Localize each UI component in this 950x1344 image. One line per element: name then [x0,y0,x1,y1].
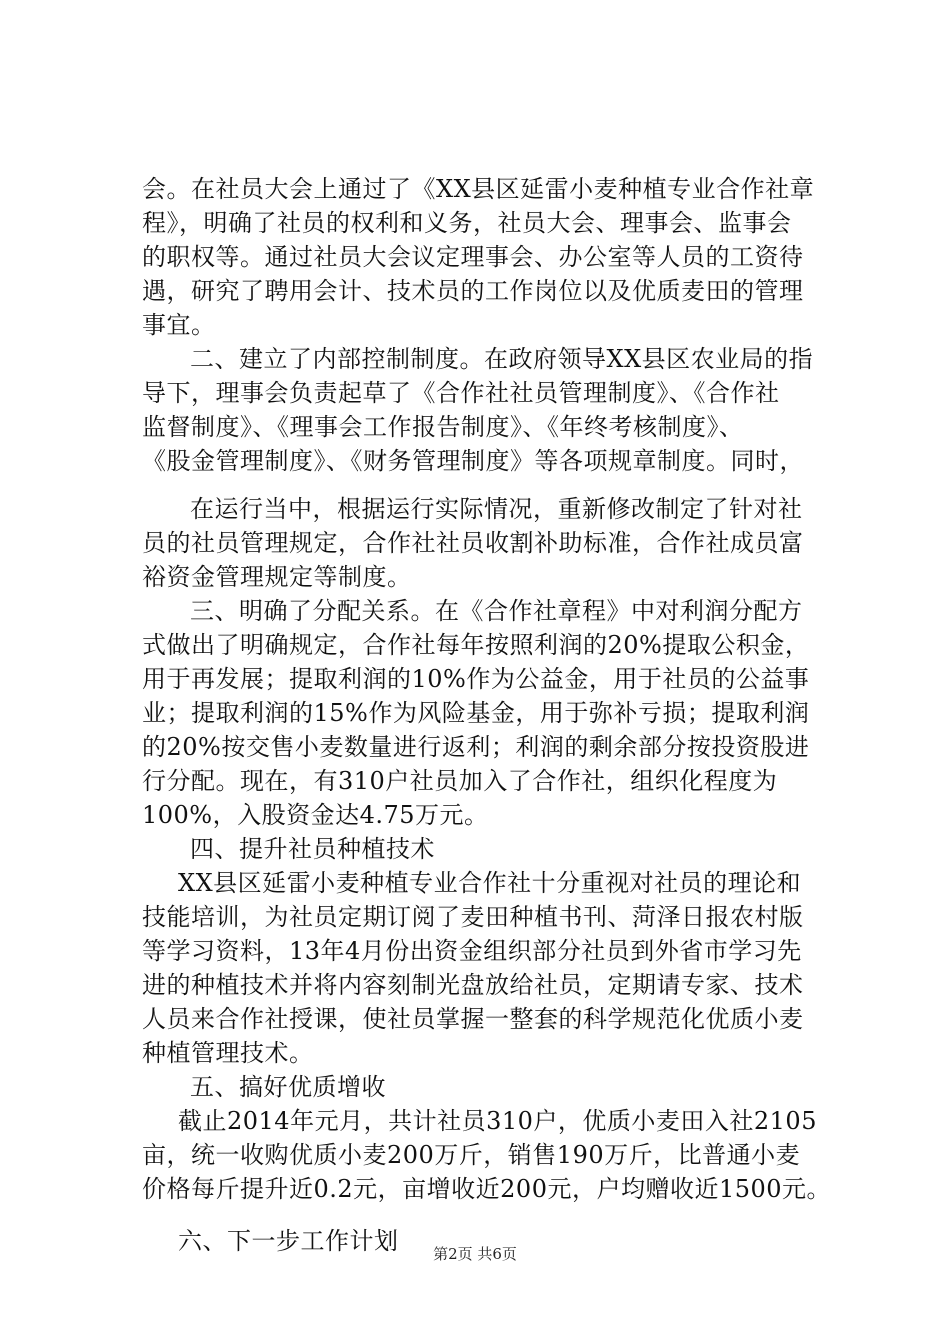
text-line: 行分配。现在，有310户社员加入了合作社，组织化程度为 [142,767,778,795]
text-line: 价格每斤提升近0.2元，亩增收近200元，户均赠收近1500元。 [142,1175,832,1203]
text-line: 截止2014年元月，共计社员310户，优质小麦田入社2105 [178,1107,817,1135]
text-line: 的职权等。通过社员大会议定理事会、办公室等人员的工资待 [142,243,804,271]
text-line: 二、建立了内部控制制度。在政府领导XX县区农业局的指 [190,345,814,373]
text-line: 三、明确了分配关系。在《合作社章程》中对利润分配方 [190,597,803,625]
text-line: 用于再发展；提取利润的10%作为公益金，用于社员的公益事 [142,665,810,693]
text-line: 导下，理事会负责起草了《合作社社员管理制度》、《合作社 [142,379,780,407]
text-line: 等学习资料，13年4月份出资金组织部分社员到外省市学习先 [142,937,802,965]
section-heading: 六、下一步工作计划 [178,1227,399,1255]
text-line: 程》，明确了社员的权利和义务，社员大会、理事会、监事会 [142,209,792,237]
text-line: 在运行当中，根据运行实际情况，重新修改制定了针对社 [190,495,803,523]
text-line: 进的种植技术并将内容刻制光盘放给社员，定期请专家、技术 [142,971,804,999]
text-line: 人员来合作社授课，使社员掌握一整套的科学规范化优质小麦 [142,1005,804,1033]
text-line: 监督制度》、《理事会工作报告制度》、《年终考核制度》、 [142,413,744,441]
section-heading: 五、搞好优质增收 [190,1073,386,1101]
text-line: 会。在社员大会上通过了《XX县区延雷小麦种植专业合作社章 [142,175,815,203]
text-line: 遇，研究了聘用会计、技术员的工作岗位以及优质麦田的管理 [142,277,804,305]
text-line: 裕资金管理规定等制度。 [142,563,412,591]
text-line: 技能培训，为社员定期订阅了麦田种植书刊、菏泽日报农村版 [142,903,804,931]
text-line: 《股金管理制度》、《财务管理制度》等各项规章制度。同时， [142,447,804,475]
text-line: 的20%按交售小麦数量进行返利；利润的剩余部分按投资股进 [142,733,810,761]
section-heading: 四、提升社员种植技术 [190,835,435,863]
text-line: 事宜。 [142,311,216,339]
text-line: 业；提取利润的15%作为风险基金，用于弥补亏损；提取利润 [142,699,810,727]
text-line: 员的社员管理规定，合作社社员收割补助标准，合作社成员富 [142,529,804,557]
page-footer: 第2页 共6页 [433,1245,517,1263]
text-line: 式做出了明确规定，合作社每年按照利润的20%提取公积金， [142,631,810,659]
text-line: 亩，统一收购优质小麦200万斤，销售190万斤，比普通小麦 [142,1141,801,1169]
text-line: 种植管理技术。 [142,1039,314,1067]
text-line: XX县区延雷小麦种植专业合作社十分重视对社员的理论和 [178,869,802,897]
text-line: 100%，入股资金达4.75万元。 [142,801,489,829]
